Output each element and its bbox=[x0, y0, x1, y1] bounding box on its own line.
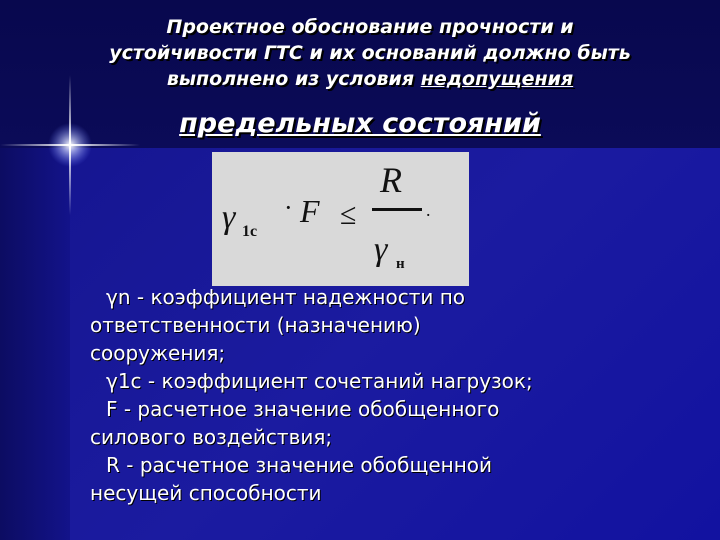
definition-line: сооружения; bbox=[90, 341, 226, 365]
title-line-3 bbox=[60, 66, 680, 92]
definition-line: несущей способности bbox=[90, 481, 322, 505]
formula-image bbox=[212, 152, 469, 286]
definition-line: силового воздействия; bbox=[90, 425, 333, 449]
formula-gamma-bottom: γ bbox=[374, 231, 388, 268]
definition-line: ответственности (назначению) bbox=[90, 313, 421, 337]
definitions-block bbox=[90, 283, 650, 507]
formula-trailing-dot: . bbox=[426, 200, 431, 220]
definition-line: R - расчетное значение обобщенной bbox=[106, 453, 493, 477]
formula-F: F bbox=[300, 193, 320, 229]
formula-gamma-left-subscript: 1c bbox=[242, 223, 258, 240]
slide-title bbox=[60, 14, 680, 92]
title-line-1: Проектное обоснование прочности и bbox=[166, 16, 574, 38]
formula-R: R bbox=[380, 160, 402, 200]
title-underlined-word: недопущения bbox=[420, 68, 574, 90]
definition-line: F - расчетное значение обобщенного bbox=[106, 397, 500, 421]
sparkle-icon bbox=[0, 70, 150, 220]
definition-line: γ1c - коэффициент сочетаний нагрузок; bbox=[106, 369, 533, 393]
title-line-3-prefix: выполнено из условия bbox=[166, 68, 421, 90]
formula-fraction-bar bbox=[372, 208, 422, 211]
slide-subtitle: предельных состояний bbox=[179, 108, 541, 139]
formula-leq: ≤ bbox=[340, 198, 357, 231]
formula-gamma-left: γ bbox=[222, 199, 236, 236]
formula-gamma-bottom-subscript: н bbox=[396, 256, 405, 272]
formula-multiply-dot: · bbox=[284, 193, 293, 222]
title-line-2: устойчивости ГТС и их оснований должно быть bbox=[109, 42, 631, 64]
definition-line: γn - коэффициент надежности по bbox=[106, 285, 466, 309]
formula bbox=[212, 152, 469, 286]
